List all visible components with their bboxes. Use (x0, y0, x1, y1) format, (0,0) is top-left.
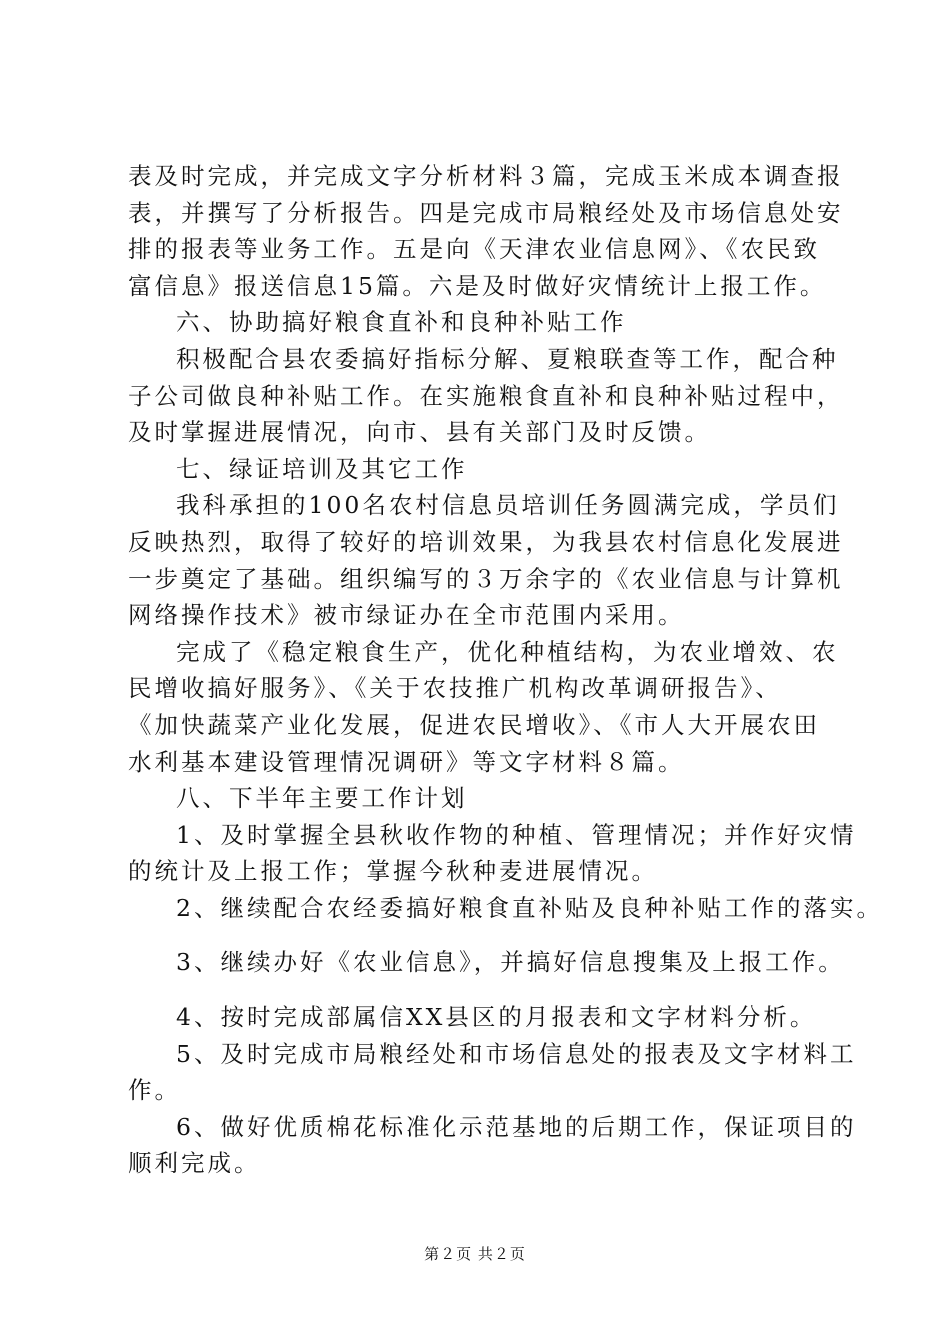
plan-item: 2、继续配合农经委搞好粮食直补贴及良种补贴工作的落实。 (176, 893, 883, 922)
text-line: 一步奠定了基础。组织编写的３万余字的《农业信息与计算机 (128, 564, 844, 593)
text-line: 的统计及上报工作；掌握今秋种麦进展情况。 (128, 857, 658, 886)
text-line: 子公司做良种补贴工作。在实施粮食直补和良种补贴过程中， (128, 381, 844, 410)
text-line: 积极配合县农委搞好指标分解、夏粮联查等工作，配合种 (176, 344, 839, 373)
text-line: 民增收搞好服务》、《关于农技推广机构改革调研报告》、 (128, 674, 782, 703)
text-line: 顺利完成。 (128, 1149, 261, 1178)
text-line: 表，并撰写了分析报告。四是完成市局粮经处及市场信息处安 (128, 198, 844, 227)
text-line: 网络操作技术》被市绿证办在全市范围内采用。 (128, 601, 685, 630)
text-line: 我科承担的100名农村信息员培训任务圆满完成，学员们 (176, 491, 840, 520)
plan-item: 4、按时完成部属信XX县区的月报表和文字材料分析。 (176, 1003, 817, 1032)
plan-item: 5、及时完成市局粮经处和市场信息处的报表及文字材料工 (176, 1039, 857, 1068)
section-heading: 七、绿证培训及其它工作 (176, 454, 468, 483)
section-heading: 八、下半年主要工作计划 (176, 784, 468, 813)
text-line: 反映热烈，取得了较好的培训效果，为我县农村信息化发展进 (128, 527, 844, 556)
plan-item: 1、及时掌握全县秋收作物的种植、管理情况；并作好灾情 (176, 820, 857, 849)
text-line: 《加快蔬菜产业化发展，促进农民增收》、《市人大开展农田 (128, 710, 820, 739)
paragraph-gap (128, 926, 840, 944)
text-line: 完成了《稳定粮食生产，优化种植结构，为农业增效、农 (176, 637, 839, 666)
text-line: 及时掌握进展情况，向市、县有关部门及时反馈。 (128, 418, 711, 447)
page-number-footer: 第２页 共２页 (424, 1245, 526, 1263)
text-line: 水利基本建设管理情况调研》等文字材料８篇。 (128, 747, 685, 776)
text-line: 排的报表等业务工作。五是向《天津农业信息网》、《农民致 (128, 235, 820, 264)
paragraph-gap (128, 981, 840, 999)
plan-item: 6、做好优质棉花标准化示范基地的后期工作，保证项目的 (176, 1112, 857, 1141)
text-line: 表及时完成，并完成文字分析材料３篇，完成玉米成本调查报 (128, 162, 844, 190)
document-body (128, 158, 883, 1182)
plan-item: 3、继续办好《农业信息》，并搞好信息搜集及上报工作。 (176, 948, 845, 977)
section-heading: 六、协助搞好粮食直补和良种补贴工作 (176, 308, 627, 337)
text-line: 富信息》报送信息15篇。六是及时做好灾情统计上报工作。 (128, 271, 827, 300)
text-line: 作。 (128, 1076, 181, 1105)
